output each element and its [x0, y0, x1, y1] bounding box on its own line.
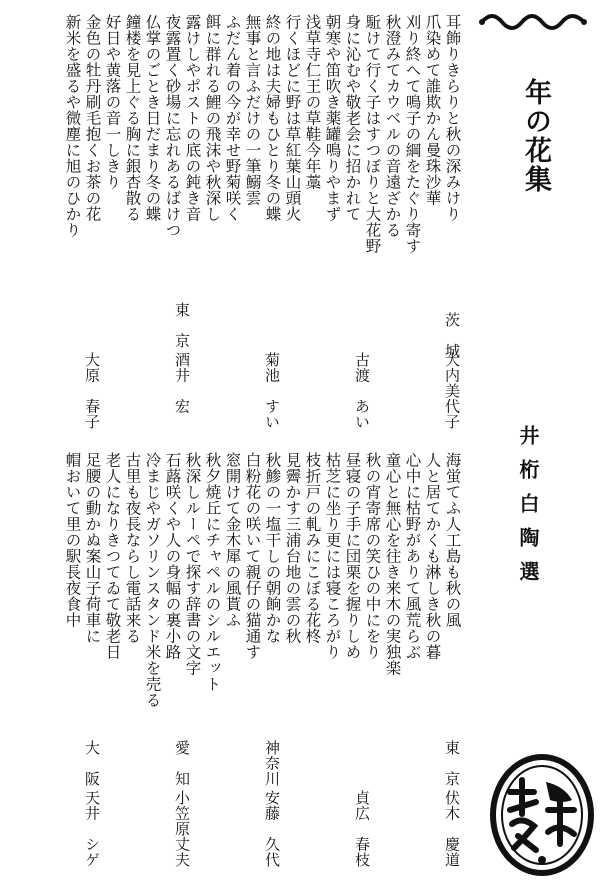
seal-icon [488, 752, 596, 878]
poem: 新米を盛るや微塵に旭のひかり [63, 14, 82, 238]
poem: 刈り終へて鳴子の綱をたぐり寄す [403, 14, 422, 254]
poem: 心中に枯野がありて風荒らぶ [403, 452, 422, 660]
author-name: 天井 シゲ [83, 790, 101, 868]
poem: 童心と無心を往き来木の実独楽 [383, 452, 402, 676]
author-name: 貞広 春枝 [353, 790, 371, 868]
poem: 終の地は夫婦もひとり冬の蝶 [263, 14, 282, 222]
poem: 枝折戸の軋みにこぼる花柊 [303, 452, 322, 644]
poem: 足腰の動かぬ案山子荷車に [83, 452, 102, 644]
poem: 秋深しルーペで探す辞書の文字 [183, 452, 202, 676]
poem: 冷まじやガソリンスタンド米を売る [143, 452, 162, 708]
poem: 夜露置く砂場に忘れあるばけつ [163, 14, 182, 238]
poem: 餌に群れる鯉の飛沫や秋深し [203, 14, 222, 222]
poem: 昼寝の子手に団栗を握りしめ [343, 452, 362, 660]
poem: 鐘楼を見上ぐる胸に銀杏散る [123, 14, 142, 222]
author-name: 大原 春子 [83, 352, 101, 430]
poem: 帽おいて里の駅長夜食中 [63, 452, 82, 628]
author-name: 菊池 すい [263, 352, 281, 430]
author-name: 伏木 慶道 [443, 790, 461, 868]
poem: 秋夕焼丘にチャペルのシルエット [203, 452, 222, 692]
poem: 仏掌のごとき日だまり冬の蝶 [143, 14, 162, 222]
poem: 石蕗咲くや人の身幅の裏小路 [163, 452, 182, 660]
selector-name: 井桁白陶選 [516, 425, 540, 595]
poem: 駈けて行く子はすつぼりと大花野 [363, 14, 382, 254]
author-place: 茨 城 [443, 312, 461, 359]
author-name: 酒井 宏 [173, 352, 191, 414]
poem: 行くほどに野は草紅葉山頭火 [283, 14, 302, 222]
author-place: 神奈川 [263, 740, 281, 787]
poem: 白粉花の咲いて親仔の猫通す [243, 452, 262, 660]
poem: 老人になりきつてゐて敬老日 [103, 452, 122, 660]
poem: 朝寒や笛吹き薬罐鳴りやまず [323, 14, 342, 222]
page-title: 年の花集 [520, 78, 551, 194]
poem: 金色の牡丹刷毛抱くお茶の花 [83, 14, 102, 222]
author-place: 東 京 [443, 740, 461, 787]
poem: 無事と言ふだけの一筆鰯雲 [243, 14, 262, 206]
poem: 秋澄みてカウベルの音遠ざかる [383, 14, 402, 238]
poem: 爪染めて誰欺かん曼珠沙華 [423, 14, 442, 206]
poem: 身に沁むや敬老会に招かれて [343, 14, 362, 222]
poem: 秋の宵寄席の笑ひの中にをり [363, 452, 382, 660]
author-name: 小笠原丈夫 [173, 790, 191, 868]
poem: 浅草寺仁王の草鞋今年藁 [303, 14, 322, 190]
poem: 好日や黄落の音一しきり [103, 14, 122, 190]
poem: ふだん着の今が幸せ野菊咲く [223, 14, 242, 222]
author-name: 古渡 あい [353, 352, 371, 430]
author-name: 安藤 久代 [263, 790, 281, 868]
ornament-icon [478, 8, 588, 36]
poem: 耳飾りきらりと秋の深みけり [443, 14, 462, 222]
poem: 窓開けて金木犀の風貰ふ [223, 452, 242, 628]
poem: 見霽かす三浦台地の雲の秋 [283, 452, 302, 644]
poem: 枯芝に坐り更には寝ころがり [323, 452, 342, 660]
poem: 古里も夜長ならし電話来る [123, 452, 142, 644]
poem: 秋鯵の一塩干しの朝餉かな [263, 452, 282, 644]
poem: 人と居てかくも淋しき秋の暮 [423, 452, 442, 660]
author-name: 大内美代子 [443, 352, 461, 430]
author-place: 東 京 [173, 302, 191, 349]
poem: 露けしやポストの底の鈍き音 [183, 14, 202, 222]
author-place: 大 阪 [83, 740, 101, 787]
author-place: 愛 知 [173, 740, 191, 787]
poem: 海蛍てふ人工島も秋の風 [443, 452, 462, 628]
